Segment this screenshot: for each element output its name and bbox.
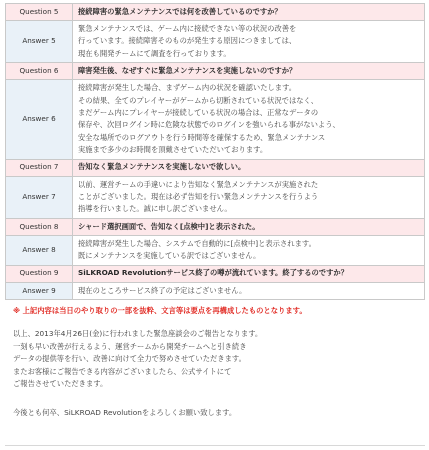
question-row bbox=[6, 63, 425, 80]
sign-off: 今後とも何卒、SiLKROAD Revolutionをよろしくお願い致します。 bbox=[13, 408, 237, 417]
question-label: Question 7 bbox=[6, 159, 73, 176]
answer-text bbox=[73, 176, 425, 218]
closing-line: またお客様にご報告できる内容がございましたら、公式サイトにて bbox=[13, 366, 232, 376]
question-label: Question 9 bbox=[6, 265, 73, 282]
closing-line: 一刻も早い改善が行えるよう、運営チームから開発チームへと引き続き bbox=[13, 341, 247, 351]
answer-row bbox=[6, 80, 425, 159]
answer-line: 実施まで多少のお時間を頂戴させていただいております。 bbox=[78, 145, 268, 155]
answer-line: 現在のところサービス終了の予定はございません。 bbox=[78, 285, 247, 295]
answer-line: ことがございました。現在は必ず告知を行い緊急メンテナンスを行うよう bbox=[78, 192, 319, 202]
question-label: Question 8 bbox=[6, 218, 73, 235]
closing-line: データの提供等を行い、改善に向けて全力で努めさせていただきます。 bbox=[13, 354, 246, 363]
answer-line: 以前、運営チームの手違いにより告知なく緊急メンテナンスが実施された bbox=[78, 179, 319, 189]
question-row bbox=[6, 159, 425, 176]
question-row bbox=[6, 218, 425, 235]
question-text: 障害発生後、なぜすぐに緊急メンテナンスを実施しないのですか？ bbox=[73, 63, 425, 80]
answer-row bbox=[6, 282, 425, 299]
closing-line: 以上、2013年4月26日(金)に行われました緊急座談会のご報告となります。 bbox=[13, 329, 263, 338]
question-label: Question 6 bbox=[6, 63, 73, 80]
answer-row bbox=[6, 235, 425, 265]
question-text: SiLKROAD Revolutionサービス終了の噂が流れています。終了するのですか？ bbox=[73, 265, 425, 282]
answer-line: 現在も開発チームにて調査を行っております。 bbox=[78, 48, 231, 58]
excerpt-note: ※ 上記内容は当日のやり取りの一部を抜粋、文言等は要点を再構成したものとなります。 bbox=[13, 306, 307, 315]
question-row bbox=[6, 4, 425, 21]
answer-line: 行っています。接続障害そのものが発生する原因につきましては、 bbox=[78, 36, 297, 46]
answer-line: まだゲーム内にプレイヤーが接続している状況の場合は、正常なデータの bbox=[78, 108, 319, 118]
answer-label: Answer 7 bbox=[6, 176, 73, 218]
answer-line: 既にメンテナンスを実施している訳ではございません。 bbox=[78, 251, 261, 261]
closing-paragraph bbox=[13, 328, 423, 391]
answer-label: Answer 9 bbox=[6, 282, 73, 299]
answer-line: 接続障害が発生した場合、まずゲーム内の状況を確認いたします。 bbox=[78, 83, 297, 93]
qa-table bbox=[5, 3, 425, 300]
answer-text bbox=[73, 235, 425, 265]
answer-line: 接続障害が発生した場合、システムで自動的に[点検中]と表示されます。 bbox=[78, 238, 316, 248]
answer-line: その結果、全てのプレイヤーがゲームから切断されている状況ではなく、 bbox=[78, 95, 318, 105]
question-row bbox=[6, 265, 425, 282]
answer-label: Answer 6 bbox=[6, 80, 73, 159]
answer-label: Answer 5 bbox=[6, 21, 73, 63]
question-text: シャード選択画面で、告知なく[点検中]と表示された。 bbox=[73, 218, 425, 235]
answer-line: 保存や、次回ログイン時に危険な状態でのログインを強いられる事がないよう、 bbox=[78, 120, 340, 130]
answer-row bbox=[6, 21, 425, 63]
answer-line: 指導を行いました。誠に申し訳ございません。 bbox=[78, 204, 232, 214]
question-text: 告知なく緊急メンテナンスを実施しないで欲しい。 bbox=[73, 159, 425, 176]
answer-label: Answer 8 bbox=[6, 235, 73, 265]
answer-text bbox=[73, 21, 425, 63]
answer-row bbox=[6, 176, 425, 218]
closing-line: ご報告させていただきます。 bbox=[13, 379, 108, 388]
answer-line: 緊急メンテナンスでは、ゲーム内に接続できない等の状況の改善を bbox=[78, 24, 297, 33]
question-label: Question 5 bbox=[6, 4, 73, 21]
divider bbox=[5, 445, 425, 446]
question-text: 接続障害の緊急メンテナンスでは何を改善しているのですか？ bbox=[73, 4, 425, 21]
answer-text bbox=[73, 80, 425, 159]
answer-text bbox=[73, 282, 425, 299]
answer-line: 安全な場所でのログアウトを行う時間等を確保するため、緊急メンテナンス bbox=[78, 132, 326, 142]
